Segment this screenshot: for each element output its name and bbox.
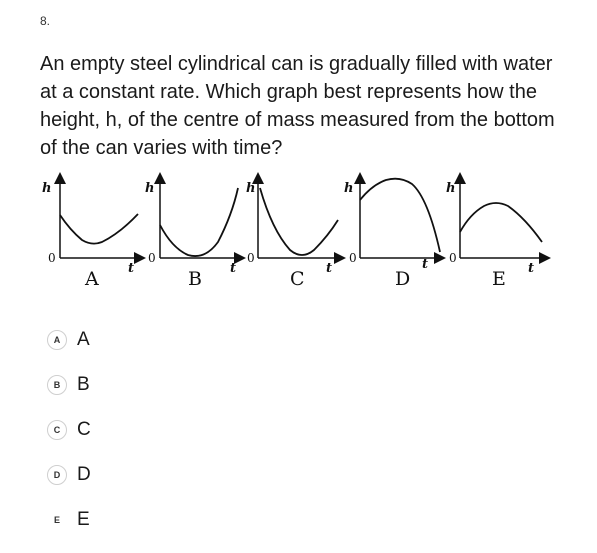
option-d[interactable] [47, 463, 91, 487]
option-text: B [77, 374, 90, 395]
option-text: A [77, 329, 90, 350]
option-c[interactable] [47, 418, 91, 442]
graph-b [145, 178, 240, 290]
option-text: D [77, 464, 91, 485]
option-text: C [77, 419, 91, 440]
option-text: E [77, 509, 90, 530]
h-label-e: h [446, 181, 456, 196]
zero-label-a: 0 [48, 251, 56, 265]
panel-label-c: C [290, 268, 305, 290]
zero-label-b: 0 [148, 251, 156, 265]
option-a[interactable] [47, 328, 91, 352]
graph-d [344, 178, 440, 290]
curve-b [160, 188, 238, 256]
answer-options [47, 328, 91, 553]
option-letter-badge: D [47, 465, 67, 485]
option-e[interactable] [47, 508, 91, 532]
curve-e [460, 203, 542, 242]
zero-label-d: 0 [349, 251, 357, 265]
h-label-a: h [42, 181, 52, 196]
panel-label-a: A [85, 268, 99, 290]
option-letter-badge: A [47, 330, 67, 350]
t-label-b: t [230, 261, 237, 276]
zero-label-c: 0 [247, 251, 255, 265]
panel-label-d: D [395, 268, 411, 290]
t-label-e: t [528, 261, 535, 276]
h-label-b: h [145, 181, 155, 196]
option-letter-badge: C [47, 420, 67, 440]
graph-e [446, 178, 545, 290]
graph-panels [0, 170, 597, 290]
curve-a [60, 214, 138, 244]
t-label-d: t [422, 257, 429, 272]
question-text: An empty steel cylindrical can is gradually filled with water at a constant rate. Which graph best represents how the height, h, of the centre of mass measured from the bottom of the can varies with time? [40, 53, 555, 159]
t-label-c: t [326, 261, 333, 276]
graphs-svg [0, 170, 597, 290]
panel-label-b: B [188, 268, 202, 290]
option-letter-badge: B [47, 375, 67, 395]
option-letter-badge: E [53, 515, 60, 525]
h-label-d: h [344, 181, 354, 196]
graph-c [246, 178, 340, 290]
panel-label-e: E [492, 268, 506, 290]
option-b[interactable] [47, 373, 91, 397]
h-label-c: h [246, 181, 256, 196]
curve-d [360, 179, 440, 252]
t-label-a: t [128, 261, 135, 276]
graph-a [42, 178, 140, 290]
zero-label-e: 0 [449, 251, 457, 265]
curve-c [260, 188, 338, 255]
question-number: 8. [40, 14, 51, 28]
